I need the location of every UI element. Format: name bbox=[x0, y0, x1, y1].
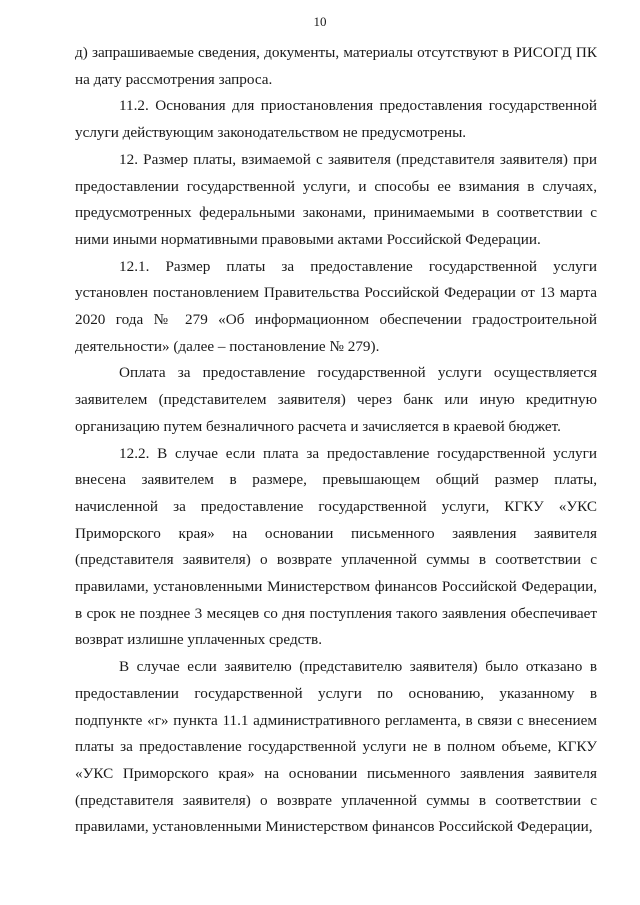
paragraph-item-d: д) запрашиваемые сведения, документы, материалы отсутствуют в РИСОГД ПК на дату рассмотрения запроса. bbox=[75, 44, 597, 88]
paragraph-refund-on-refusal: В случае если заявителю (представителю заявителя) было отказано в предоставлении государственной услуги по основанию, указанному в подпункте «г» пункта 11.1 административного регламента, в связи с внесением платы за предоставление государственной услуги не в полном объеме, КГКУ «УКС Приморского края» на основании письменного заявления заявителя (представителя заявителя) о возврате уплаченной суммы в соответствии с правилами, установленными Министерством финансов Российской Федерации, bbox=[75, 658, 597, 836]
paragraph-11-2: 11.2. Основания для приостановления предоставления государственной услуги действующим законодательством не предусмотрены. bbox=[75, 97, 597, 142]
page-number: 10 bbox=[313, 14, 327, 29]
paragraph-payment-method: Оплата за предоставление государственной услуги осуществляется заявителем (представителем заявителя) через банк или иную кредитную организацию путем безналичного расчета и зачисляется в краевой бюджет. bbox=[75, 364, 597, 435]
paragraph-12-2: 12.2. В случае если плата за предоставление государственной услуги внесена заявителем в размере, превышающем общий размер платы, начисленной за предоставление государственной услуги, КГКУ «УКС Приморского края» на основании письменного заявления заявителя (представителя заявителя) о возврате уплаченной суммы в соответствии с правилами, установленными Министерством финансов Российской Федерации, в срок не позднее 3 месяцев со дня поступления такого заявления обеспечивает возврат излишне уплаченных средств. bbox=[75, 444, 597, 649]
paragraph-12: 12. Размер платы, взимаемой с заявителя (представителя заявителя) при предоставлении государственной услуги, и способы ее взимания в случаях, предусмотренных федеральными законами, принимаемыми в соответствии с ними иными нормативными правовыми актами Российской Федерации. bbox=[75, 150, 597, 248]
document-body bbox=[75, 40, 597, 841]
paragraph-12-1: 12.1. Размер платы за предоставление государственной услуги установлен постановлением Правительства Российской Федерации от 13 марта 2020 года № 279 «Об информационном обеспечении градостроительной деятельности» (далее – постановление № 279). bbox=[75, 257, 597, 355]
